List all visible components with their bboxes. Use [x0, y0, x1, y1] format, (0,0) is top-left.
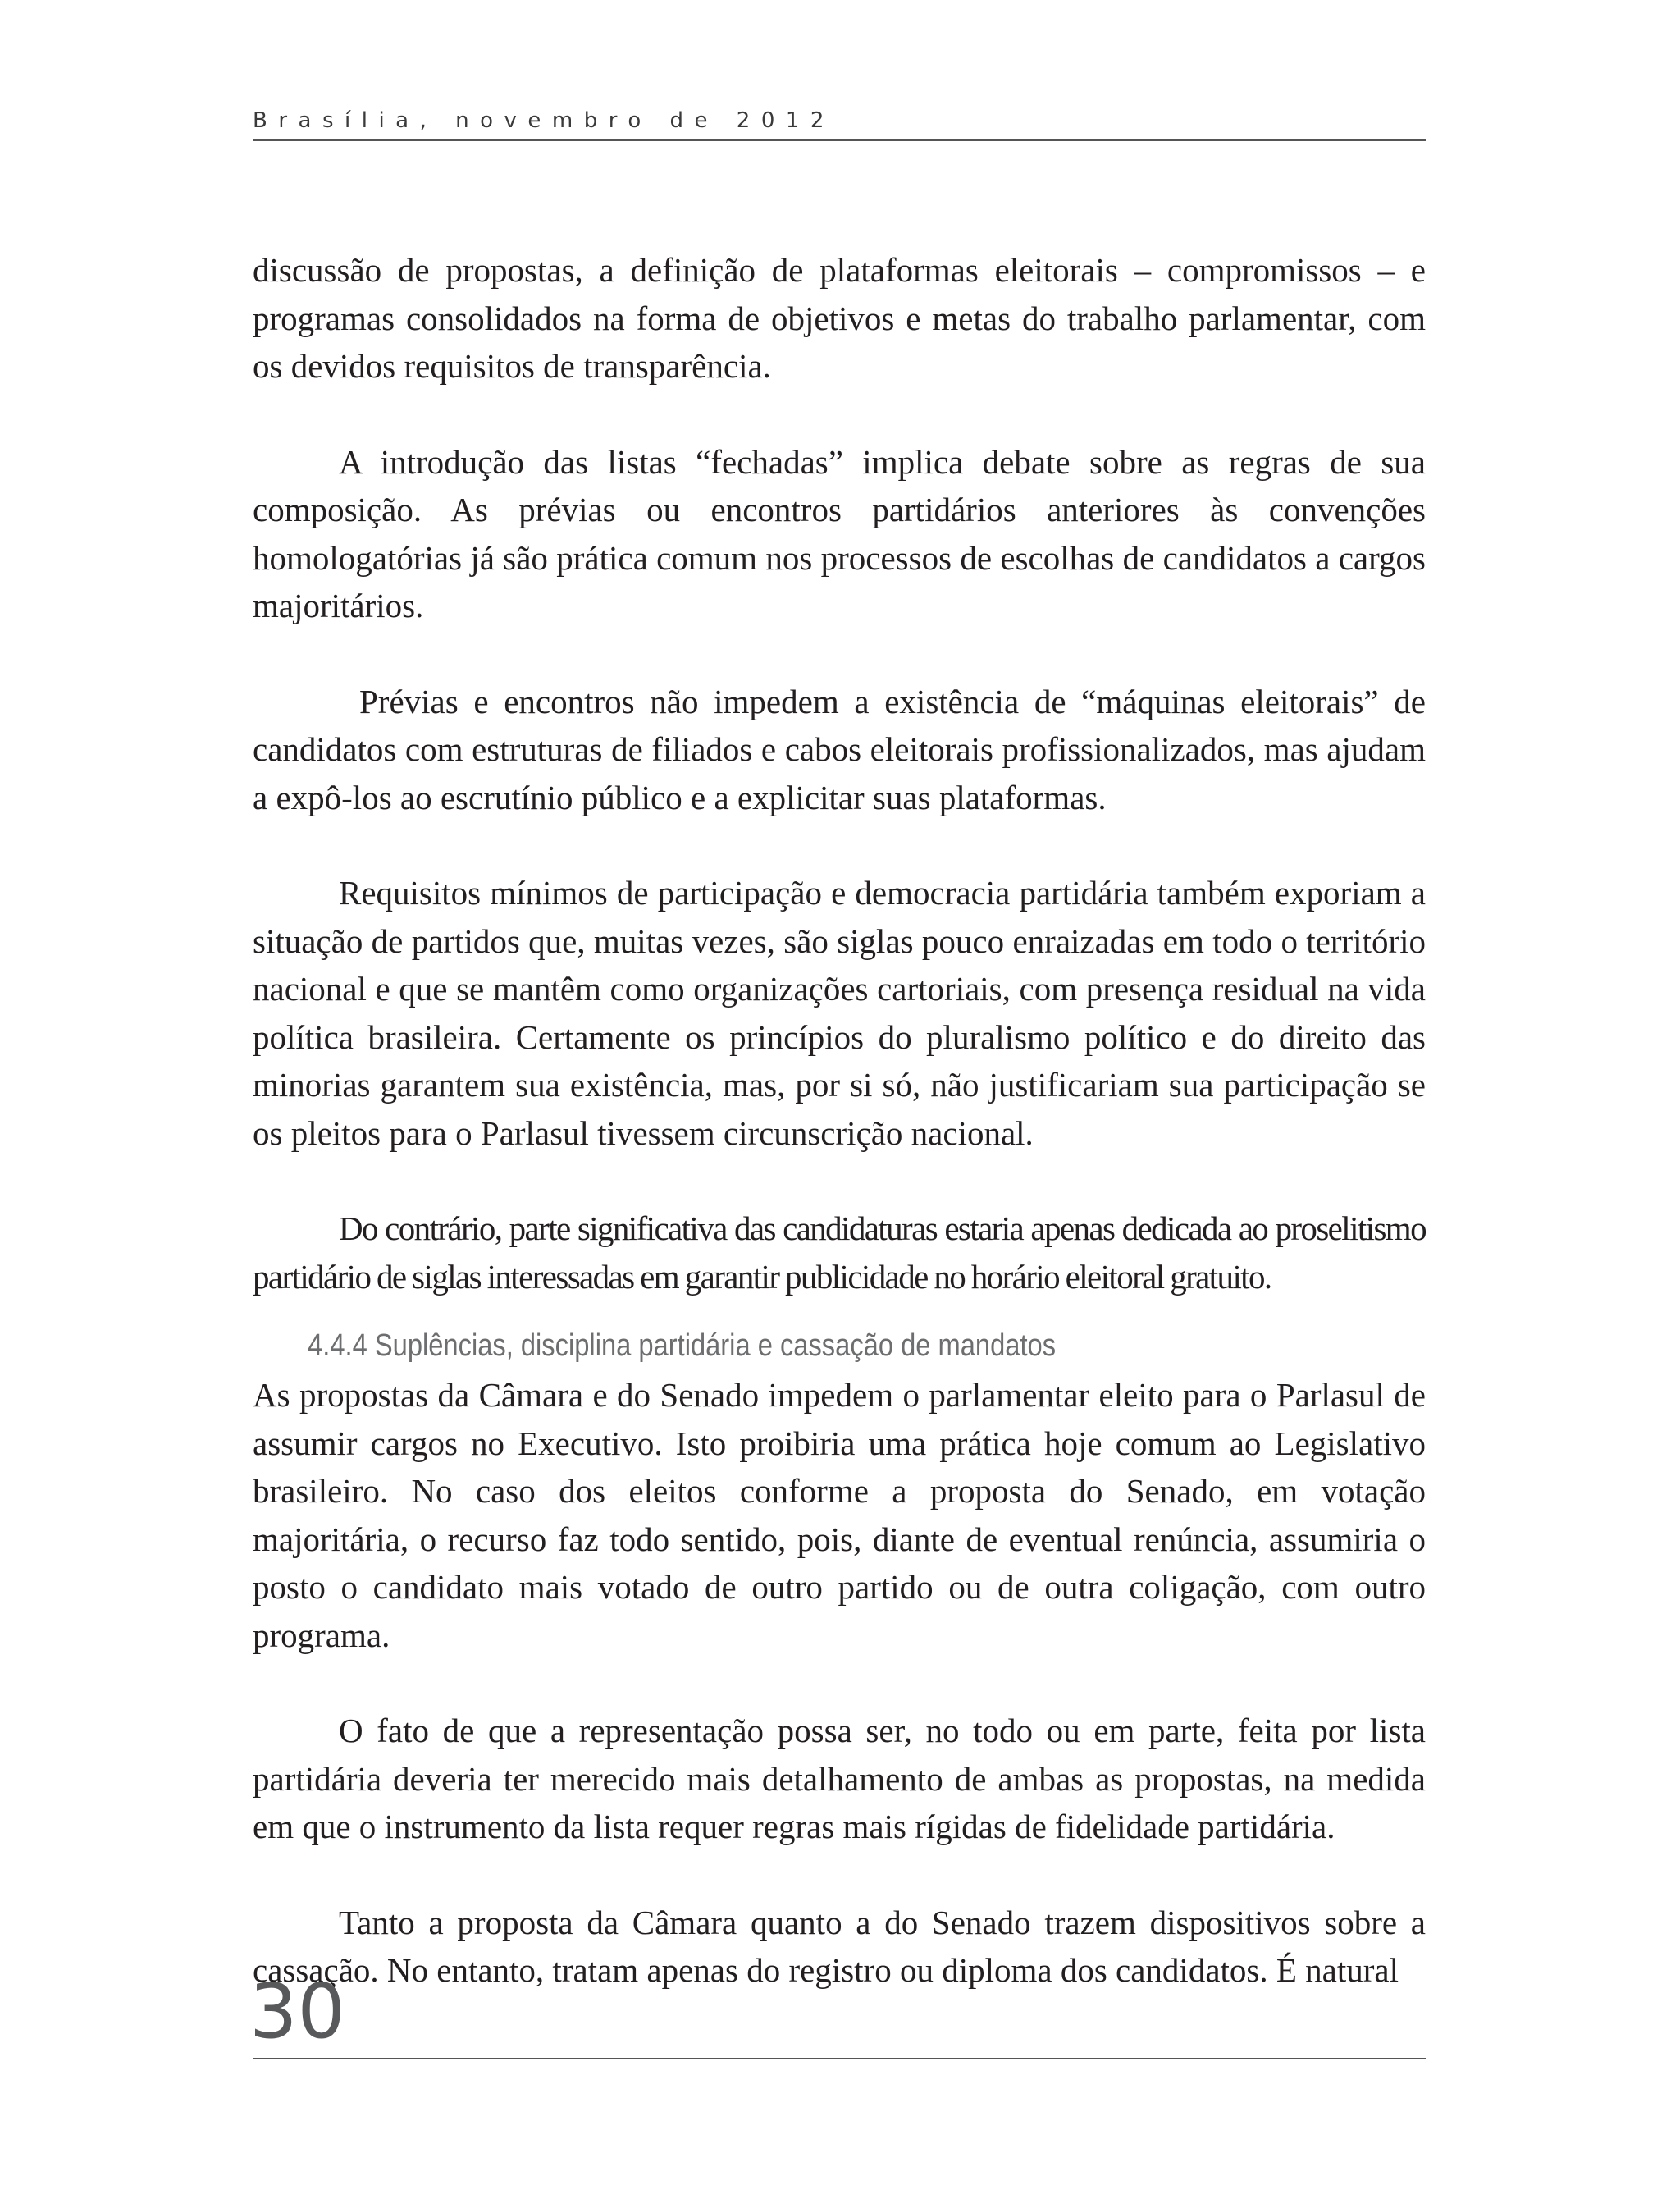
page-number: 30 — [249, 1968, 346, 2055]
paragraph: A introdução das listas “fechadas” implica debate sobre as regras de sua composição. As prévias ou encontros partidários anteriores às convenções homologatórias já são prática comum nos processos de escolhas de candidatos a cargos majoritários. — [253, 442, 1426, 624]
running-header: Brasília, novembro de 2012 — [253, 108, 835, 133]
paragraph: O fato de que a representação possa ser, no todo ou em parte, feita por lista partidária deveria ter merecido mais detalhamento de ambas as propostas, na medida em que o instrumento da lista requer regras mais rígidas de fidelidade partidária. — [253, 1712, 1426, 1845]
paragraph: discussão de propostas, a definição de plataformas eleitorais – compromissos – e programas consolidados na forma de objetivos e metas do trabalho parlamentar, com os devidos requisitos de transparência. — [253, 251, 1426, 385]
paragraph: Prévias e encontros não impedem a existência de “máquinas eleitorais” de candidatos com estruturas de filiados e cabos eleitorais profissionalizados, mas ajudam a expô-los ao escrutínio público e a explicitar suas plataformas. — [253, 682, 1426, 816]
paragraph: Tanto a proposta da Câmara quanto a do Senado trazem dispositivos sobre a cassação. No entanto, tratam apenas do registro ou diploma dos candidatos. É natural — [253, 1903, 1426, 1989]
header-rule — [253, 139, 1426, 141]
paragraph: As propostas da Câmara e do Senado impedem o parlamentar eleito para o Parlasul de assumir cargos no Executivo. Isto proibiria uma prática hoje comum ao Legislativo brasileiro. No caso dos eleitos conforme a proposta do Senado, em votação majoritária, o recurso faz todo sentido, pois, diante de eventual renúncia, assumiria o posto o candidato mais votado de outro partido ou de outra coligação, com outro programa. — [253, 1376, 1426, 1654]
footer-rule — [253, 2058, 1426, 2059]
paragraph: Requisitos mínimos de participação e democracia partidária também exporiam a situação de partidos que, muitas vezes, são siglas pouco enraizadas em todo o território nacional e que se mantêm como organizações cartoriais, com presença residual na vida política brasileira. Certamente os princípios do pluralismo político e do direito das minorias garantem sua existência, mas, por si só, não justificariam sua participação se os pleitos para o Parlasul tivessem circunscrição nacional. — [253, 874, 1426, 1152]
paragraph: Do contrário, parte significativa das candidaturas estaria apenas dedicada ao proselitismo partidário de siglas interessadas em garantir publicidade no horário eleitoral gratuito. — [253, 1209, 1426, 1296]
section-heading: 4.4.4 Suplências, disciplina partidária e cassação de mandatos — [308, 1328, 1057, 1363]
body-text — [253, 246, 1426, 2042]
